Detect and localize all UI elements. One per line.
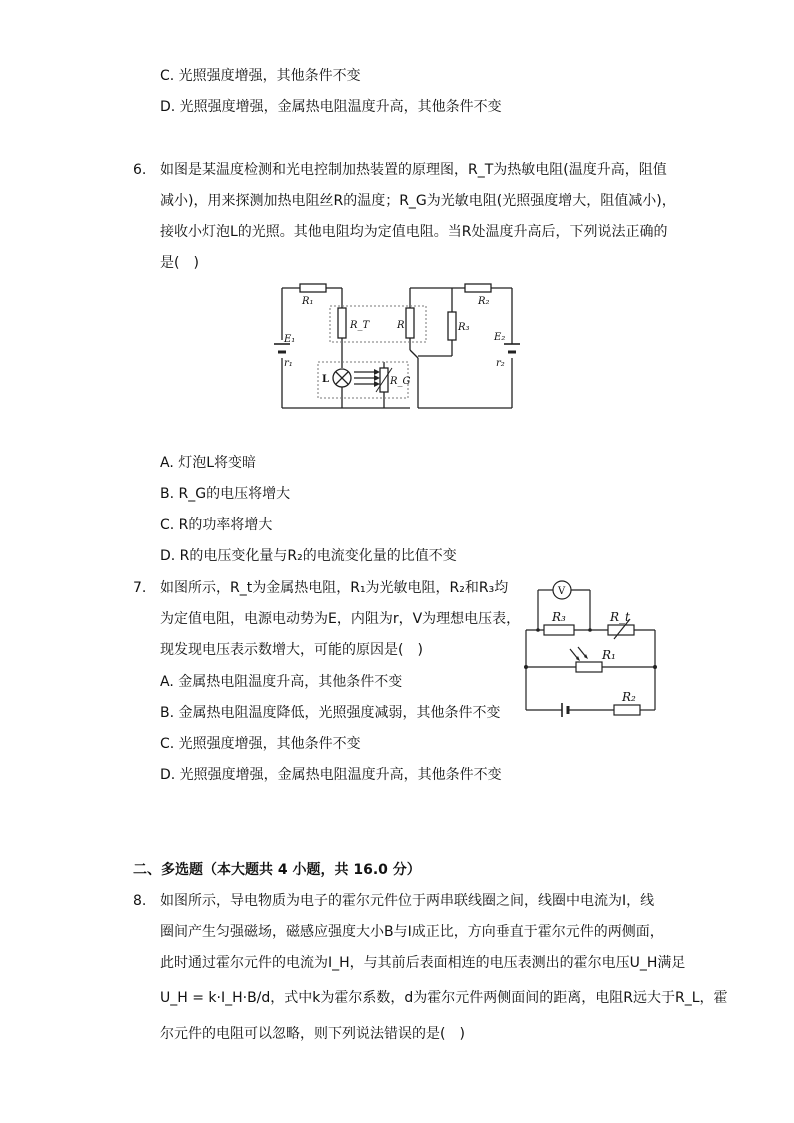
q6-label-l: L (322, 374, 330, 385)
q7-number: 7. (133, 580, 147, 596)
q6-circuit-diagram (270, 280, 530, 415)
q6-line-1: 如图是某温度检测和光电控制加热装置的原理图，R_T为热敏电阻(温度升高，阻值 (160, 162, 667, 178)
q7-option-d: D. 光照强度增强，金属热电阻温度升高，其他条件不变 (160, 767, 502, 783)
q7-line-1: 如图所示，R_t为金属热电阻，R₁为光敏电阻，R₂和R₃均 (160, 580, 509, 596)
q8-line-1: 如图所示，导电物质为电子的霍尔元件位于两串联线圈之间，线圈中电流为I，线 (160, 893, 655, 909)
q6-line-3: 接收小灯泡L的光照。其他电阻均为定值电阻。当R处温度升高后，下列说法正确的 (160, 224, 668, 240)
q7-option-a: A. 金属热电阻温度升高，其他条件不变 (160, 674, 403, 690)
q8-number: 8. (133, 893, 147, 909)
q6-number: 6. (133, 162, 147, 178)
q7-option-c: C. 光照强度增强，其他条件不变 (160, 736, 361, 752)
q7-label-r2: R₂ (622, 690, 636, 704)
option-d-prev: D. 光照强度增强，金属热电阻温度升高，其他条件不变 (160, 99, 502, 115)
q6-option-c: C. R的功率将增大 (160, 517, 273, 533)
q6-label-r: R (397, 320, 405, 331)
option-c-prev: C. 光照强度增强，其他条件不变 (160, 68, 361, 84)
q6-line-2: 减小)，用来探测加热电阻丝R的温度；R_G为光敏电阻(光照强度增大，阻值减小)， (160, 193, 676, 209)
q6-label-r1-internal: r₁ (284, 358, 293, 369)
q6-label-r2: R₂ (478, 296, 490, 307)
q7-circuit-diagram (518, 575, 663, 720)
q7-label-r3: R₃ (552, 610, 566, 624)
q6-option-b: B. R_G的电压将增大 (160, 486, 291, 502)
q6-line-4: 是( ) (160, 255, 199, 271)
q7-label-r1: R₁ (602, 648, 616, 662)
q6-label-r1: R₁ (302, 296, 314, 307)
q7-label-v: V (558, 586, 566, 597)
q6-label-e2: E₂ (494, 332, 506, 343)
q7-line-3: 现发现电压表示数增大，可能的原因是( ) (160, 642, 423, 658)
q6-option-a: A. 灯泡L将变暗 (160, 455, 257, 471)
q7-line-2: 为定值电阻，电源电动势为E，内阻为r，V为理想电压表， (160, 611, 521, 627)
q8-line-4: U_H = k·I_H·B/d，式中k为霍尔系数，d为霍尔元件两侧面间的距离，电阻R远大于R_L，霍 (160, 990, 728, 1006)
q6-label-rt: R_T (350, 320, 370, 331)
q6-label-r2-internal: r₂ (496, 358, 505, 369)
q6-label-e1: E₁ (284, 334, 296, 345)
q6-option-d: D. R的电压变化量与R₂的电流变化量的比值不变 (160, 548, 457, 564)
q6-label-rg: R_G (390, 376, 411, 387)
section-heading: 二、多选题（本大题共 4 小题，共 16.0 分） (133, 862, 421, 878)
q8-line-2: 圈间产生匀强磁场，磁感应强度大小B与I成正比，方向垂直于霍尔元件的两侧面， (160, 924, 664, 940)
q8-line-5: 尔元件的电阻可以忽略，则下列说法错误的是( ) (160, 1026, 465, 1042)
q7-label-rt: R_t (610, 610, 630, 624)
q8-line-3: 此时通过霍尔元件的电流为I_H，与其前后表面相连的电压表测出的霍尔电压U_H满足 (160, 955, 686, 971)
q6-label-r3: R₃ (458, 322, 470, 333)
q7-option-b: B. 金属热电阻温度降低，光照强度减弱，其他条件不变 (160, 705, 501, 721)
